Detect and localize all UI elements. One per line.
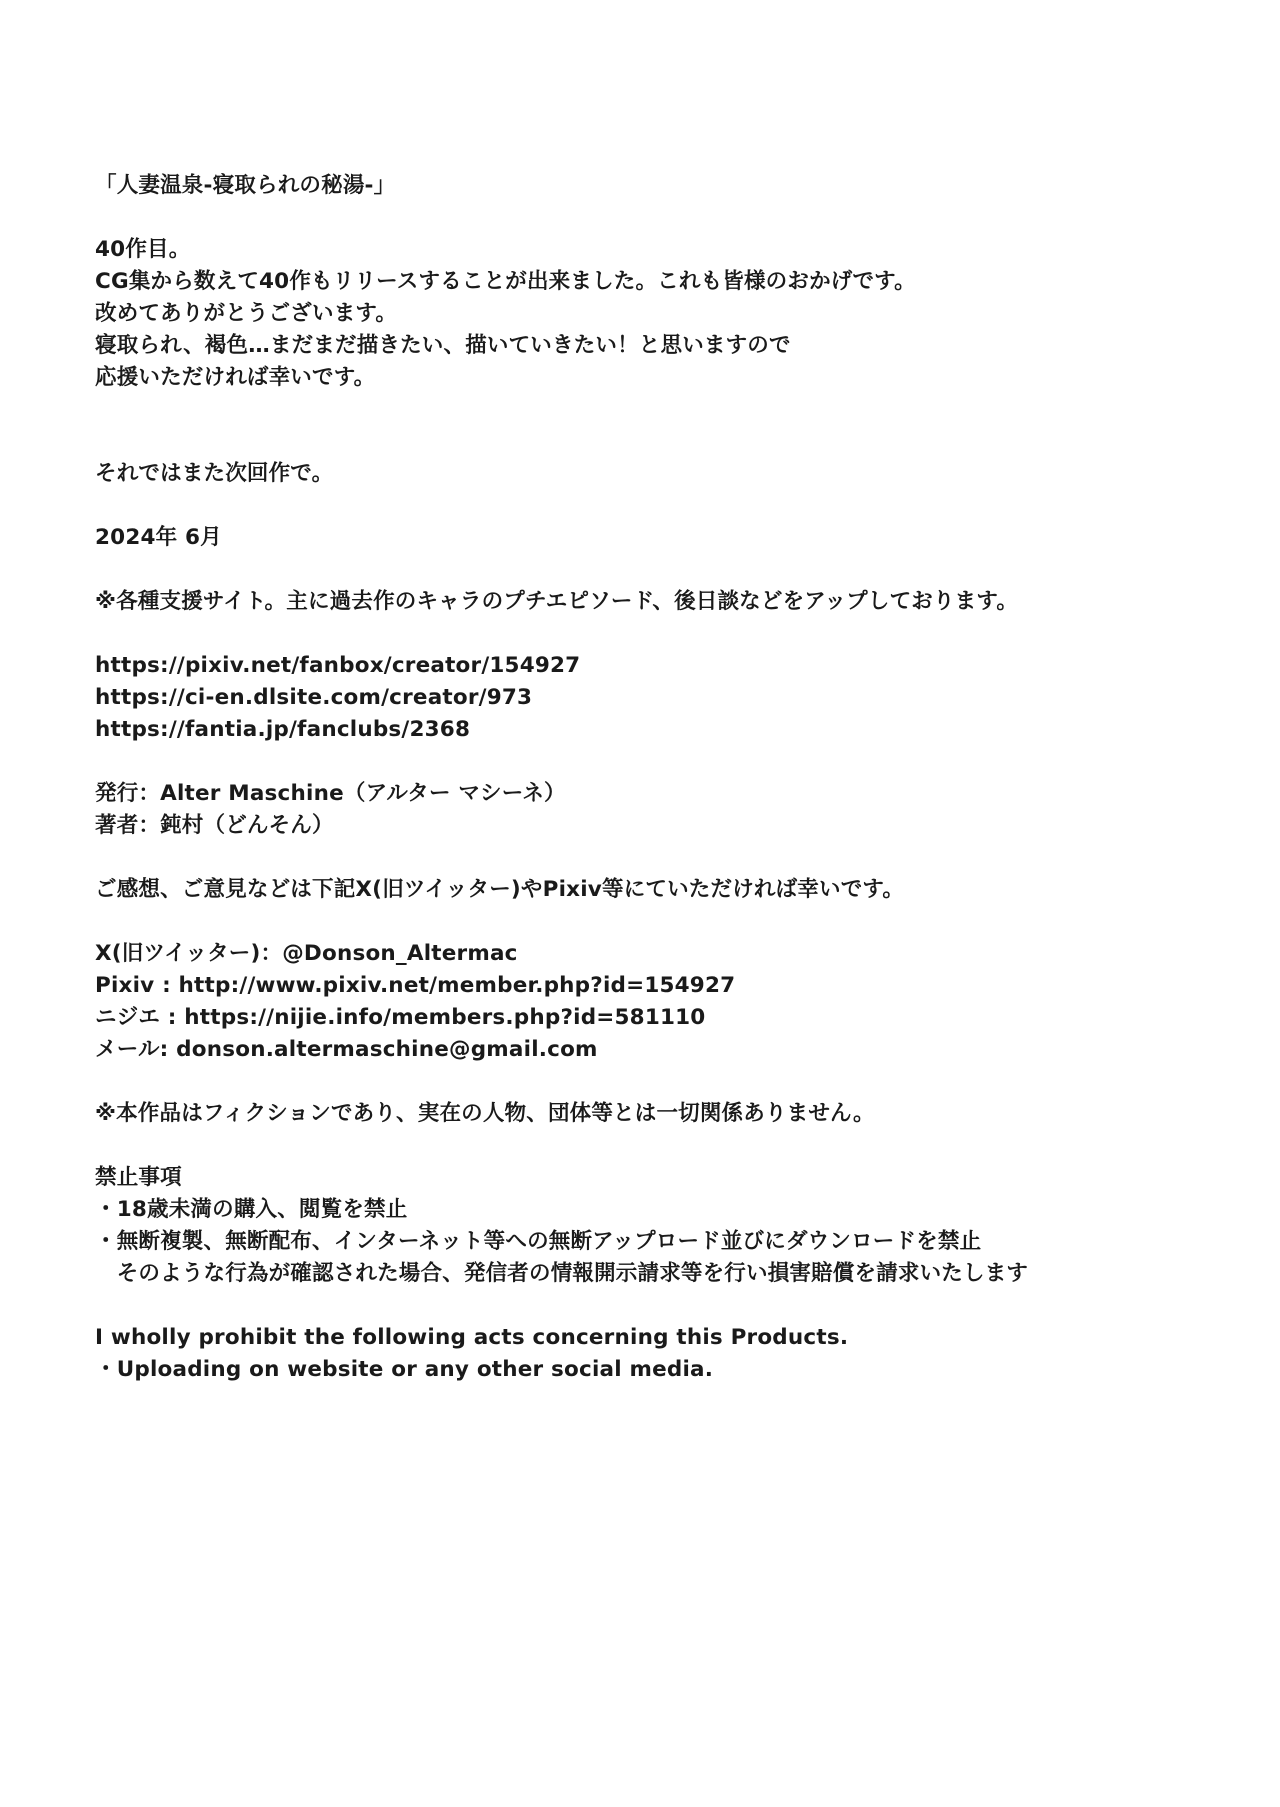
blank-line bbox=[95, 1066, 1230, 1098]
document-page bbox=[95, 170, 1230, 1386]
text-line: ・Uploading on website or any other social media. bbox=[95, 1357, 714, 1382]
text-line: そのような行為が確認された場合、発信者の情報開示請求等を行い損害賠償を請求いたします bbox=[95, 1261, 1029, 1286]
blank-line bbox=[95, 394, 1230, 426]
text-line: https://ci-en.dlsite.com/creator/973 bbox=[95, 685, 533, 710]
blank-line bbox=[95, 554, 1230, 586]
text-line: 著者：鈍村（どんそん） bbox=[95, 813, 334, 838]
text-line: I wholly prohibit the following acts concerning this Products. bbox=[95, 1325, 849, 1350]
text-line: 寝取られ、褐色…まだまだ描きたい、描いていきたい！と思いますので bbox=[95, 333, 791, 358]
text-line: 応援いただければ幸いです。 bbox=[95, 365, 376, 390]
text-line: ※本作品はフィクションであり、実在の人物、団体等とは一切関係ありません。 bbox=[95, 1101, 875, 1126]
text-line: ニジエ : https://nijie.info/members.php?id=581110 bbox=[95, 1005, 706, 1030]
blank-line bbox=[95, 426, 1230, 458]
blank-line bbox=[95, 618, 1230, 650]
text-line: 2024年 6月 bbox=[95, 525, 222, 550]
text-line: 禁止事項 bbox=[95, 1165, 182, 1190]
blank-line bbox=[95, 1130, 1230, 1162]
blank-line bbox=[95, 906, 1230, 938]
text-line: それではまた次回作で。 bbox=[95, 461, 334, 486]
text-line: 40作目。 bbox=[95, 237, 191, 262]
text-line: X(旧ツイッター)：@Donson_Altermac bbox=[95, 941, 518, 966]
blank-line bbox=[95, 202, 1230, 234]
text-line: 改めてありがとうございます。 bbox=[95, 301, 398, 326]
text-line: ※各種支援サイト。主に過去作のキャラのプチエピソード、後日談などをアップしております。 bbox=[95, 589, 1019, 614]
blank-line bbox=[95, 490, 1230, 522]
text-line: Pixiv : http://www.pixiv.net/member.php?id=154927 bbox=[95, 973, 736, 998]
text-line: メール: donson.altermaschine@gmail.com bbox=[95, 1037, 598, 1062]
text-line: ご感想、ご意見などは下記X(旧ツイッター)やPixiv等にていただければ幸いです。 bbox=[95, 877, 905, 902]
blank-line bbox=[95, 1290, 1230, 1322]
text-line: 発行：Alter Maschine（アルター マシーネ） bbox=[95, 781, 566, 806]
text-line: CG集から数えて40作もリリースすることが出来ました。これも皆様のおかげです。 bbox=[95, 269, 916, 294]
blank-line bbox=[95, 746, 1230, 778]
text-line: 「人妻温泉-寝取られの秘湯-」 bbox=[95, 173, 396, 198]
text-line: https://fantia.jp/fanclubs/2368 bbox=[95, 717, 471, 742]
blank-line bbox=[95, 842, 1230, 874]
text-line: ・18歳未満の購入、閲覧を禁止 bbox=[95, 1197, 408, 1222]
text-line: https://pixiv.net/fanbox/creator/154927 bbox=[95, 653, 581, 678]
text-line: ・無断複製、無断配布、インターネット等への無断アップロード並びにダウンロードを禁止 bbox=[95, 1229, 982, 1254]
